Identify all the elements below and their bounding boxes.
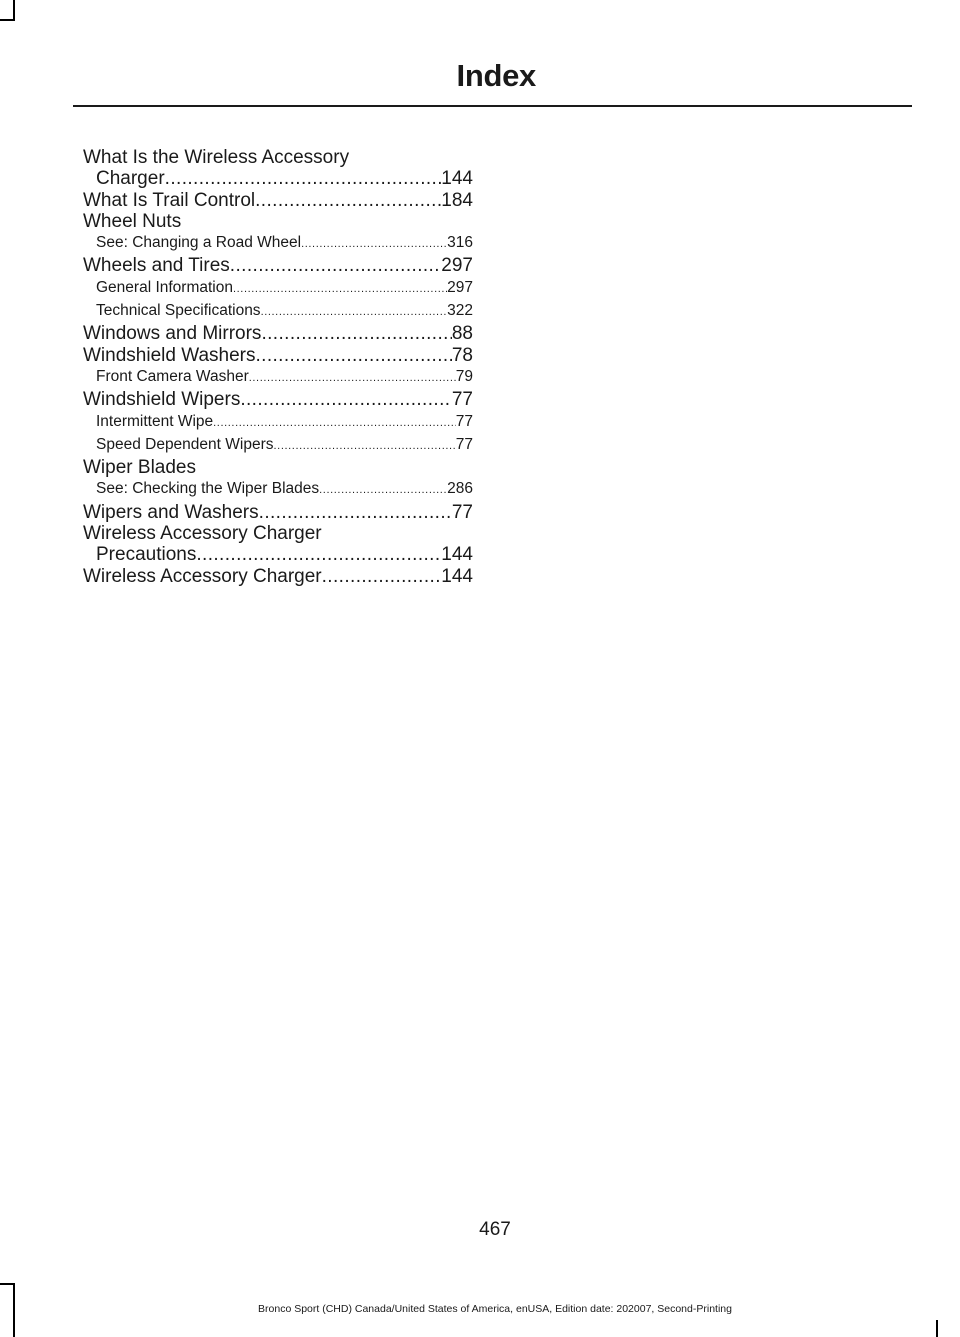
page-number: 467 [479, 1219, 511, 1240]
index-entry [83, 457, 473, 478]
entry-page-number: 322 [447, 302, 473, 320]
dot-leader [213, 413, 456, 434]
index-entry [83, 190, 473, 211]
index-subentry [83, 434, 473, 457]
entry-page-number: 77 [451, 501, 473, 523]
index-entry [83, 168, 473, 189]
page-footer: Bronco Sport (CHD) Canada/United States of America, enUSA, Edition date: 202007, Second-Printing [258, 1303, 732, 1315]
entry-text: Wireless Accessory Charger [83, 565, 322, 587]
index-entry [83, 211, 473, 232]
entry-page-number: 144 [441, 565, 473, 587]
index-entry [83, 389, 473, 410]
dot-leader [274, 436, 456, 457]
entry-page-number: 77 [455, 412, 473, 430]
crop-mark [936, 1320, 938, 1337]
entry-page-number: 77 [455, 435, 473, 453]
entry-page-number: 286 [447, 480, 473, 498]
entry-text: Windshield Wipers [83, 389, 241, 411]
dot-leader [255, 345, 451, 366]
entry-text: General Information [96, 278, 233, 296]
index-subentry [83, 277, 473, 300]
dot-leader [233, 279, 447, 300]
index-subentry [83, 478, 473, 501]
crop-mark [0, 1283, 15, 1285]
index-list [83, 147, 473, 587]
entry-page-number: 316 [447, 234, 473, 252]
crop-mark [13, 0, 15, 20]
dot-leader [259, 502, 452, 523]
entry-text: Charger [96, 168, 165, 190]
index-subentry [83, 232, 473, 255]
entry-text: What Is Trail Control [83, 189, 256, 211]
entry-text: Windshield Washers [83, 344, 256, 366]
dot-leader [249, 368, 456, 389]
entry-text: Technical Specifications [96, 302, 261, 320]
entry-page-number: 79 [455, 367, 473, 385]
dot-leader [322, 566, 442, 587]
dot-leader [240, 389, 452, 410]
dot-leader [261, 323, 451, 344]
entry-text: Wireless Accessory Charger [83, 523, 322, 545]
page-title: Index [456, 58, 536, 93]
entry-text: Precautions [96, 544, 197, 566]
index-entry [83, 147, 473, 168]
index-entry [83, 255, 473, 276]
index-entry [83, 345, 473, 366]
entry-text: Wheels and Tires [83, 255, 230, 277]
entry-page-number: 297 [447, 278, 473, 296]
dot-leader [255, 190, 441, 211]
index-entry [83, 523, 473, 544]
entry-text: Wipers and Washers [83, 501, 259, 523]
dot-leader [319, 480, 447, 501]
dot-leader [196, 544, 441, 565]
title-divider [73, 105, 912, 107]
index-subentry [83, 411, 473, 434]
entry-page-number: 88 [451, 323, 473, 345]
entry-text: Windows and Mirrors [83, 323, 262, 345]
index-entry [83, 502, 473, 523]
entry-page-number: 144 [441, 168, 473, 190]
entry-text: See: Checking the Wiper Blades [96, 480, 320, 498]
entry-page-number: 77 [451, 389, 473, 411]
crop-mark [0, 19, 15, 21]
entry-text: Wiper Blades [83, 457, 196, 479]
entry-text: Wheel Nuts [83, 210, 182, 232]
entry-text: See: Changing a Road Wheel [96, 234, 302, 252]
entry-text: Speed Dependent Wipers [96, 435, 274, 453]
dot-leader [165, 168, 442, 189]
entry-page-number: 184 [441, 189, 473, 211]
index-subentry [83, 366, 473, 389]
index-entry [83, 544, 473, 565]
dot-leader [301, 234, 447, 255]
entry-text: Intermittent Wipe [96, 412, 214, 430]
index-entry [83, 566, 473, 587]
index-entry [83, 323, 473, 344]
entry-page-number: 144 [441, 544, 473, 566]
entry-page-number: 297 [441, 255, 473, 277]
entry-text: Front Camera Washer [96, 367, 249, 385]
entry-page-number: 78 [451, 344, 473, 366]
index-subentry [83, 300, 473, 323]
entry-text: What Is the Wireless Accessory [83, 147, 350, 168]
dot-leader [261, 302, 448, 323]
dot-leader [230, 255, 442, 276]
